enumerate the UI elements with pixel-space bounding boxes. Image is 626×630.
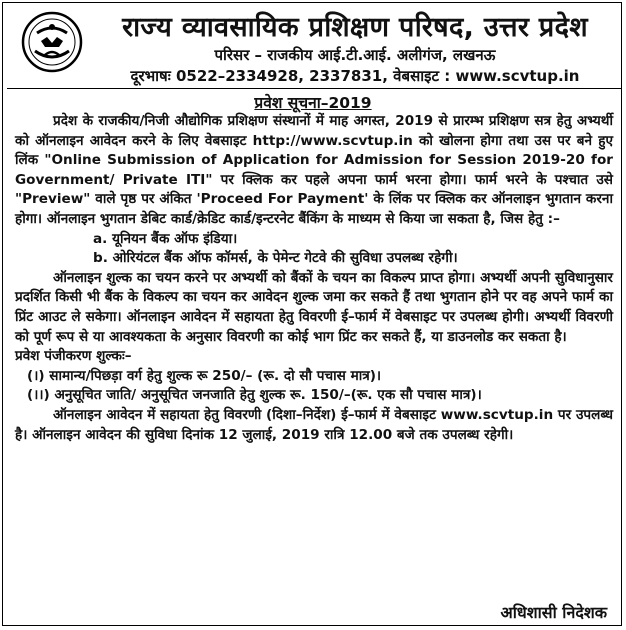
paragraph-intro: प्रदेश के राजकीय/निजी औद्योगिक प्रशिक्षण संस्थानों में माह अगस्त, 2019 से प्रारम्भ प्रशिक्षण सत्र हेतु अभ्यर्थी को ऑनलाइन आवेदन करने के लिए वेबसाइट http://www.scvtup.in को खोलना होगा तथा उस पर बने हुए लिंक "Online Submission of Application for Admission for Session 2019-20 for Government/ Private ITI" पर क्लिक कर पहले अपना फार्म भरना होगा। फार्म भरने के पश्चात उसे "Preview" वाले पृष्ठ पर अंकित 'Proceed For Payment' के लिंक पर क्लिक कर ऑनलाइन भुगतान करना होगा। ऑनलाइन भुगतान डेबिट कार्ड/क्रेडिट कार्ड/इन्टरनेट बैंकिंग के माध्यम से किया जा सकता है, जिस हेतु :–: [15, 113, 613, 227]
header-title: राज्य व्यावसायिक प्रशिक्षण परिषद, उत्तर प्रदेश: [122, 12, 588, 43]
fee-general: (।) सामान्य/पिछड़ा वर्ग हेतु शुल्क रू 250/– (रू. दो सौ पचास मात्र)।: [27, 367, 382, 384]
paragraph-payment: ऑनलाइन शुल्क का चयन करने पर अभ्यर्थी को बैंकों के चयन का विकल्प प्राप्त होगा। अभ्यर्थी अपनी सुविधानुसार प्रदर्शित किसी भी बैंक के विकल्प का चयन कर आवेदन शुल्क जमा कर सकते हैं तथा भुगतान होने पर वह अपने फार्म का प्रिंट आउट ले सकेगा। ऑनलाइन आवेदन में सहायता हेतु विवरणी ई–फार्म में वेबसाइट पर उपलब्ध होगी। अभ्यर्थी विवरणी को पूर्ण रूप से या आवश्यकता के अनुसार विवरणी का कोई भाग प्रिंट कर सकते हैं, या डाउनलोड कर सकता है।: [15, 269, 613, 345]
notice-title: [3, 91, 623, 113]
up-government-emblem-icon: [17, 11, 87, 73]
header-address: परिसर – राजकीय आई.टी.आई. अलीगंज, लखनऊ: [214, 46, 496, 64]
notice-frame: [2, 2, 622, 626]
bank-option-b: b. ओरियंटल बैंक ऑफ कॉमर्स, के पेमेन्ट गेटवे की सुविधा उपलब्ध रहेगी।: [93, 250, 458, 267]
notice-body: [15, 112, 613, 445]
bank-option-a: a. यूनियन बैंक ऑफ इंडिया।: [93, 230, 238, 247]
header-divider: [7, 88, 621, 89]
paragraph-help: ऑनलाइन आवेदन में सहायता हेतु विवरणी (दिशा–निर्देश) ई–फार्म में वेबसाइट www.scvtup.in पर उपलब्ध है। ऑनलाइन आवेदन की सुविधा दिनांक 12 जुलाई, 2019 रात्रि 12.00 बजे तक उपलब्ध रहेगी।: [15, 406, 613, 443]
fee-sc-st: (।।) अनुसूचित जाति/ अनुसूचित जनजाति हेतु शुल्क रू. 150/–(रू. एक सौ पचास मात्र)।: [27, 387, 482, 404]
header-contact: दूरभाषः 0522–2334928, 2337831, वेबसाइट : www.scvtup.in: [130, 67, 580, 85]
signature: अधिशासी निदेशक: [500, 603, 607, 622]
fee-heading: प्रवेश पंजीकरण शुल्कः–: [15, 348, 132, 365]
notice-title-text: प्रवेश सूचना–2019: [254, 94, 372, 112]
